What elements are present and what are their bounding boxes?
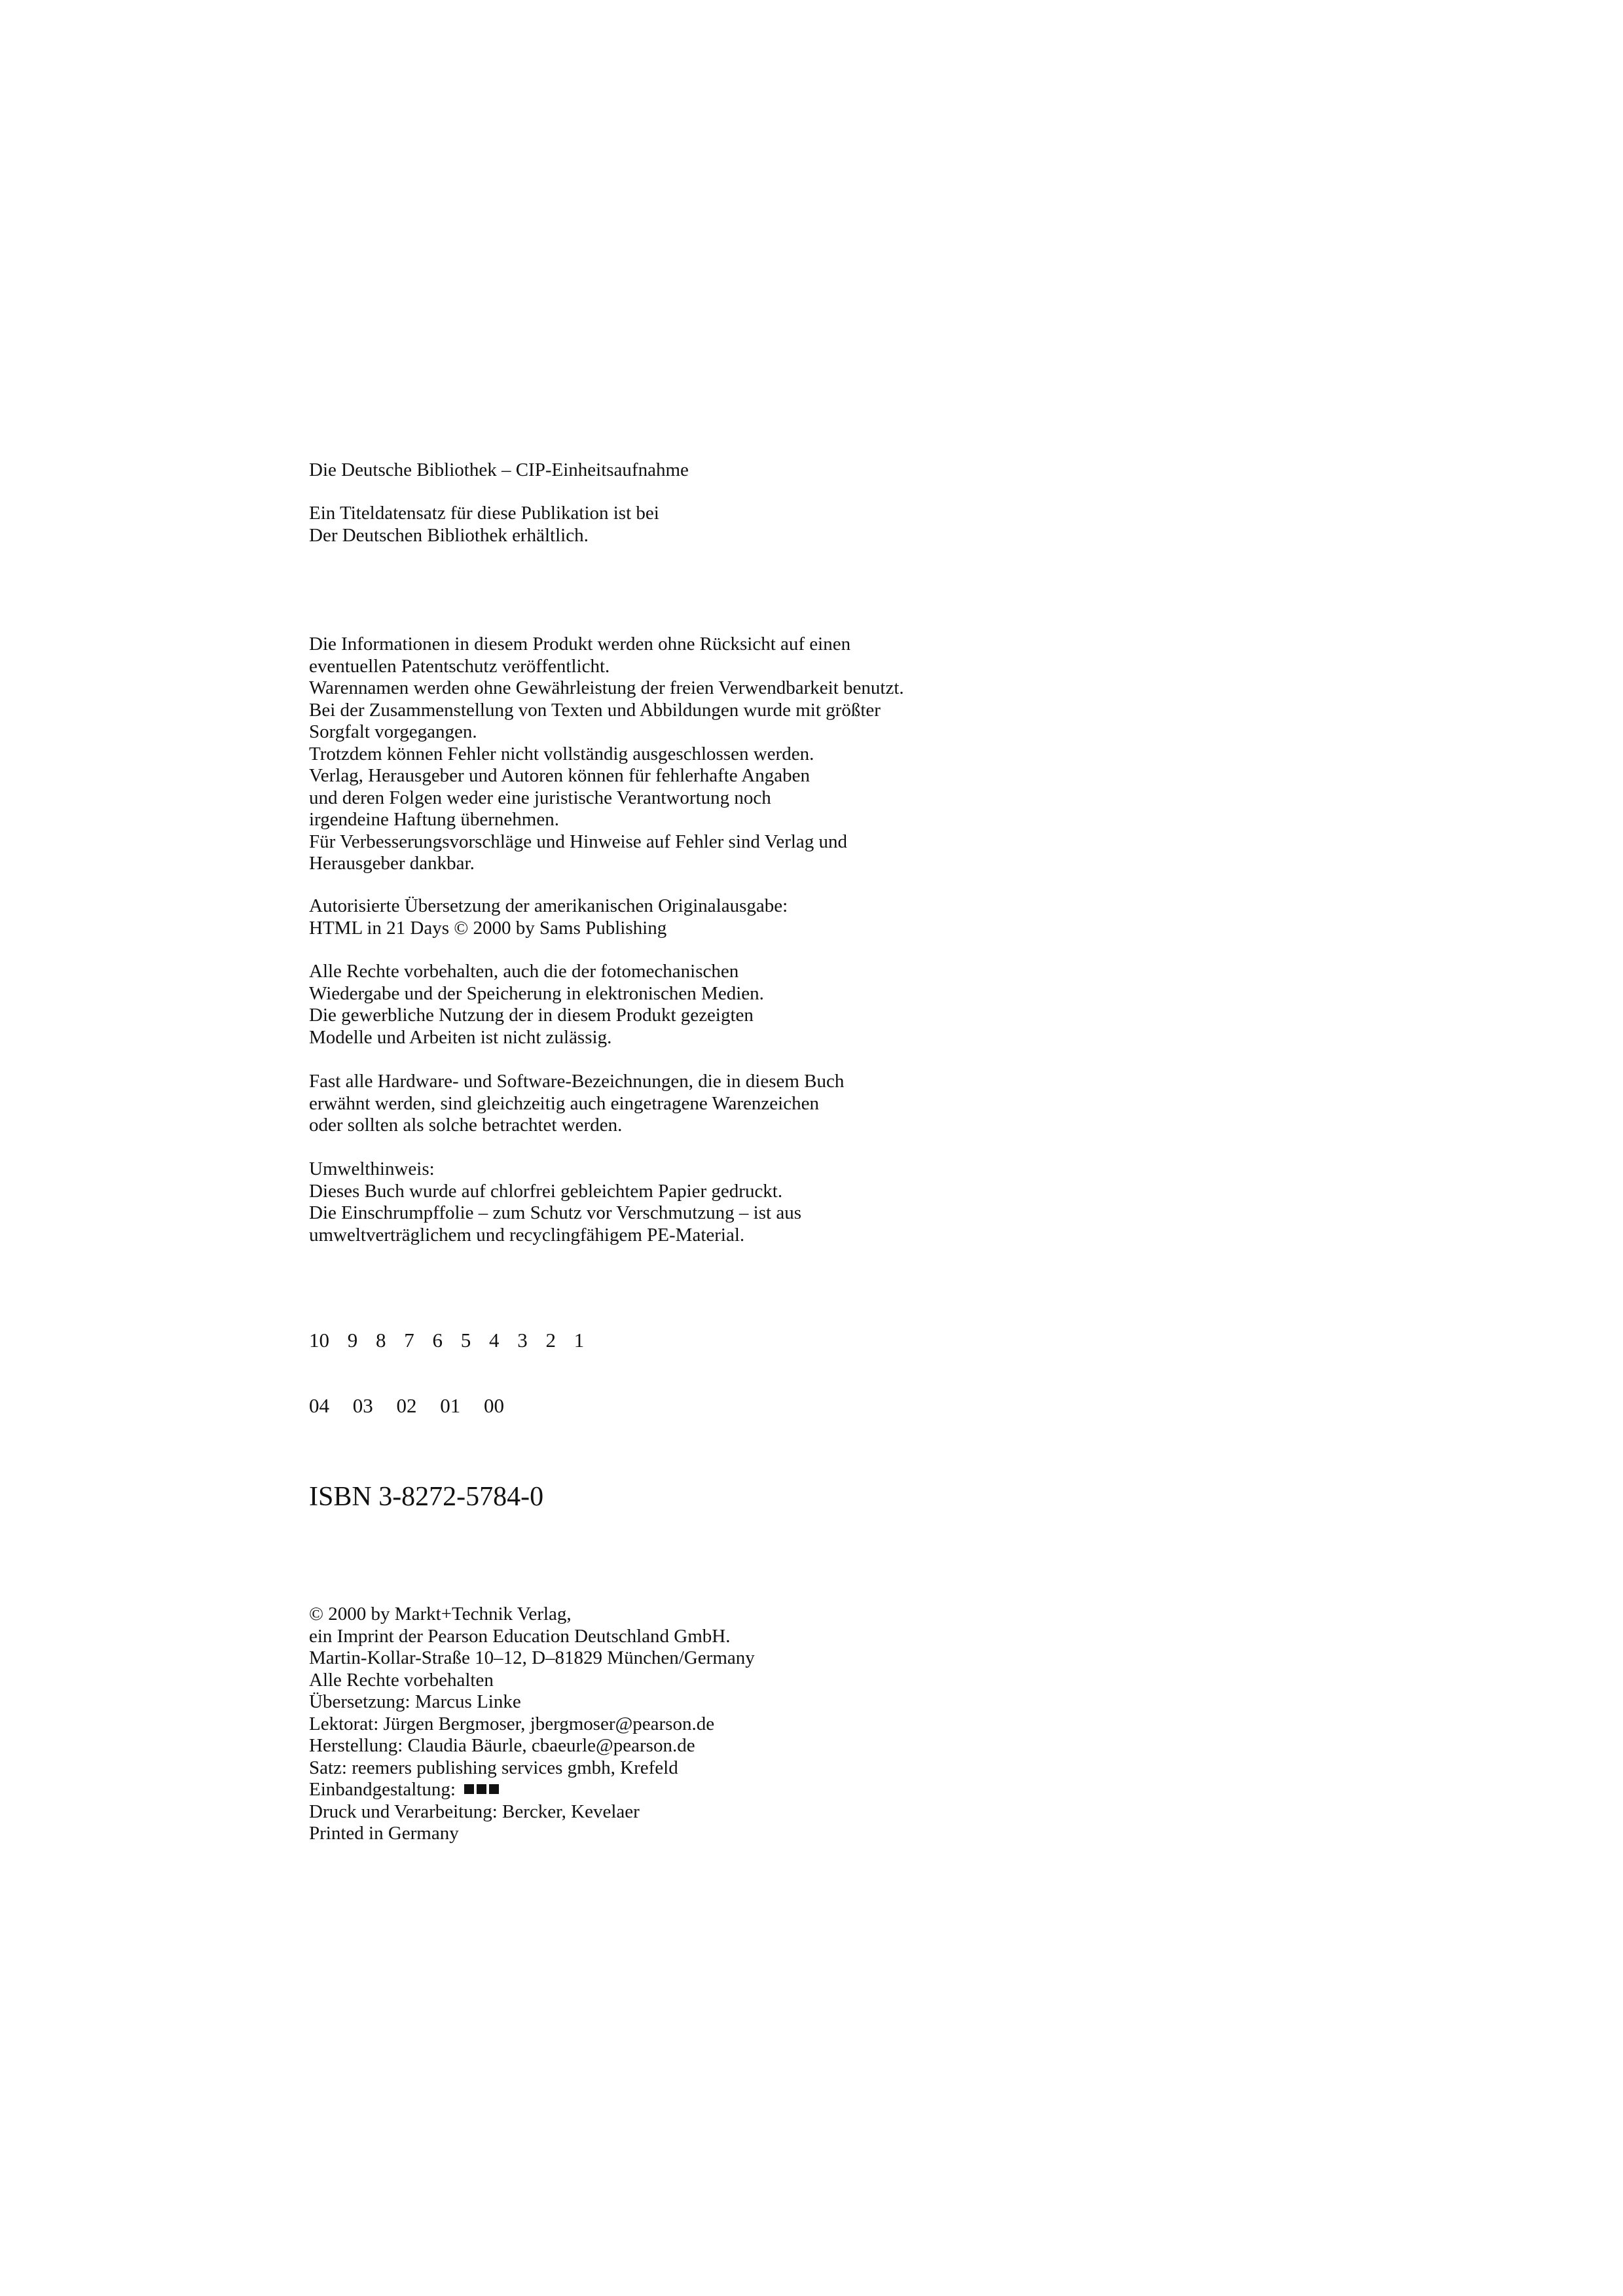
trademark-block: [309, 1071, 844, 1137]
imprint-block: [309, 1604, 755, 1845]
rights-block: [309, 961, 764, 1049]
imprint-line: Martin-Kollar-Straße 10–12, D–81829 München/Germany: [309, 1647, 755, 1668]
print-run-number: 4: [489, 1329, 500, 1352]
translation-line: Autorisierte Übersetzung der amerikanischen Originalausgabe:: [309, 895, 788, 916]
cover-design-boxes: [464, 1779, 501, 1800]
disclaimer-line: Warennamen werden ohne Gewährleistung der freien Verwendbarkeit benutzt.: [309, 677, 904, 698]
print-run-numbers: [309, 1329, 597, 1352]
imprint-line: Printed in Germany: [309, 1823, 459, 1844]
environment-line: Umwelthinweis:: [309, 1158, 435, 1179]
print-year: 00: [484, 1394, 504, 1417]
disclaimer-line: Die Informationen in diesem Produkt werden ohne Rücksicht auf einen: [309, 634, 851, 655]
imprint-line: © 2000 by Markt+Technik Verlag,: [309, 1604, 572, 1624]
filled-square-icon: [477, 1784, 486, 1794]
disclaimer-block: [309, 634, 904, 875]
print-year: 03: [352, 1394, 373, 1417]
rights-line: Alle Rechte vorbehalten, auch die der fotomechanischen: [309, 961, 739, 982]
disclaimer-line: Sorgfalt vorgegangen.: [309, 721, 477, 742]
translation-block: [309, 895, 788, 939]
print-run-number: 3: [517, 1329, 528, 1352]
rights-line: Die gewerbliche Nutzung der in diesem Produkt gezeigten: [309, 1005, 754, 1026]
imprint-line: Übersetzung: Marcus Linke: [309, 1691, 521, 1712]
print-run-number: 6: [432, 1329, 443, 1352]
translation-line: HTML in 21 Days © 2000 by Sams Publishing: [309, 917, 667, 939]
disclaimer-line: und deren Folgen weder eine juristische Verantwortung noch: [309, 787, 771, 808]
rights-line: Wiedergabe und der Speicherung in elektronischen Medien.: [309, 982, 764, 1004]
trademark-line: oder sollten als solche betrachtet werden.: [309, 1115, 623, 1136]
rights-line: Modelle und Arbeiten ist nicht zulässig.: [309, 1026, 612, 1048]
cip-heading-block: [309, 459, 689, 482]
isbn: ISBN 3-8272-5784-0: [309, 1482, 544, 1512]
environment-block: [309, 1158, 801, 1246]
cover-design-line: [309, 1779, 755, 1801]
disclaimer-line: Herausgeber dankbar.: [309, 853, 475, 874]
imprint-line: Druck und Verarbeitung: Bercker, Kevelaer: [309, 1801, 640, 1822]
print-run-number: 10: [309, 1329, 329, 1352]
trademark-line: Fast alle Hardware- und Software-Bezeichnungen, die in diesem Buch: [309, 1071, 845, 1092]
print-run-number: 5: [460, 1329, 471, 1352]
print-run-number: 1: [574, 1329, 585, 1352]
disclaimer-line: Verlag, Herausgeber und Autoren können für fehlerhafte Angaben: [309, 765, 810, 786]
trademark-line: erwähnt werden, sind gleichzeitig auch eingetragene Warenzeichen: [309, 1092, 819, 1114]
environment-line: Die Einschrumpffolie – zum Schutz vor Verschmutzung – ist aus: [309, 1202, 801, 1223]
environment-line: umweltverträglichem und recyclingfähigem PE-Material.: [309, 1224, 745, 1246]
cip-line: Der Deutschen Bibliothek erhältlich.: [309, 524, 589, 546]
print-years: [309, 1394, 522, 1418]
imprint-line: Satz: reemers publishing services gmbh, Krefeld: [309, 1757, 678, 1778]
disclaimer-line: Trotzdem können Fehler nicht vollständig ausgeschlossen werden.: [309, 743, 814, 764]
disclaimer-line: irgendeine Haftung übernehmen.: [309, 809, 559, 830]
print-year: 04: [309, 1394, 329, 1417]
filled-square-icon: [489, 1784, 499, 1794]
disclaimer-line: eventuellen Patentschutz veröffentlicht.: [309, 655, 610, 677]
environment-line: Dieses Buch wurde auf chlorfrei gebleichtem Papier gedruckt.: [309, 1180, 783, 1202]
imprint-line: Alle Rechte vorbehalten: [309, 1669, 494, 1691]
disclaimer-line: Für Verbesserungsvorschläge und Hinweise auf Fehler sind Verlag und: [309, 831, 848, 852]
print-run-number: 2: [545, 1329, 556, 1352]
print-run-number: 7: [404, 1329, 414, 1352]
cip-text-block: [309, 503, 659, 547]
imprint-line: Lektorat: Jürgen Bergmoser, jbergmoser@pearson.de: [309, 1713, 715, 1734]
cover-design-label: Einbandgestaltung:: [309, 1779, 456, 1800]
cip-line: Ein Titeldatensatz für diese Publikation ist bei: [309, 503, 659, 524]
print-run-number: 9: [347, 1329, 358, 1352]
print-year: 02: [396, 1394, 417, 1417]
print-year: 01: [440, 1394, 461, 1417]
cip-heading: Die Deutsche Bibliothek – CIP-Einheitsaufnahme: [309, 459, 689, 480]
imprint-line: ein Imprint der Pearson Education Deutschland GmbH.: [309, 1625, 731, 1647]
disclaimer-line: Bei der Zusammenstellung von Texten und Abbildungen wurde mit größter: [309, 699, 881, 721]
filled-square-icon: [464, 1784, 474, 1794]
imprint-line: Herstellung: Claudia Bäurle, cbaeurle@pearson.de: [309, 1735, 695, 1756]
print-run-number: 8: [376, 1329, 386, 1352]
